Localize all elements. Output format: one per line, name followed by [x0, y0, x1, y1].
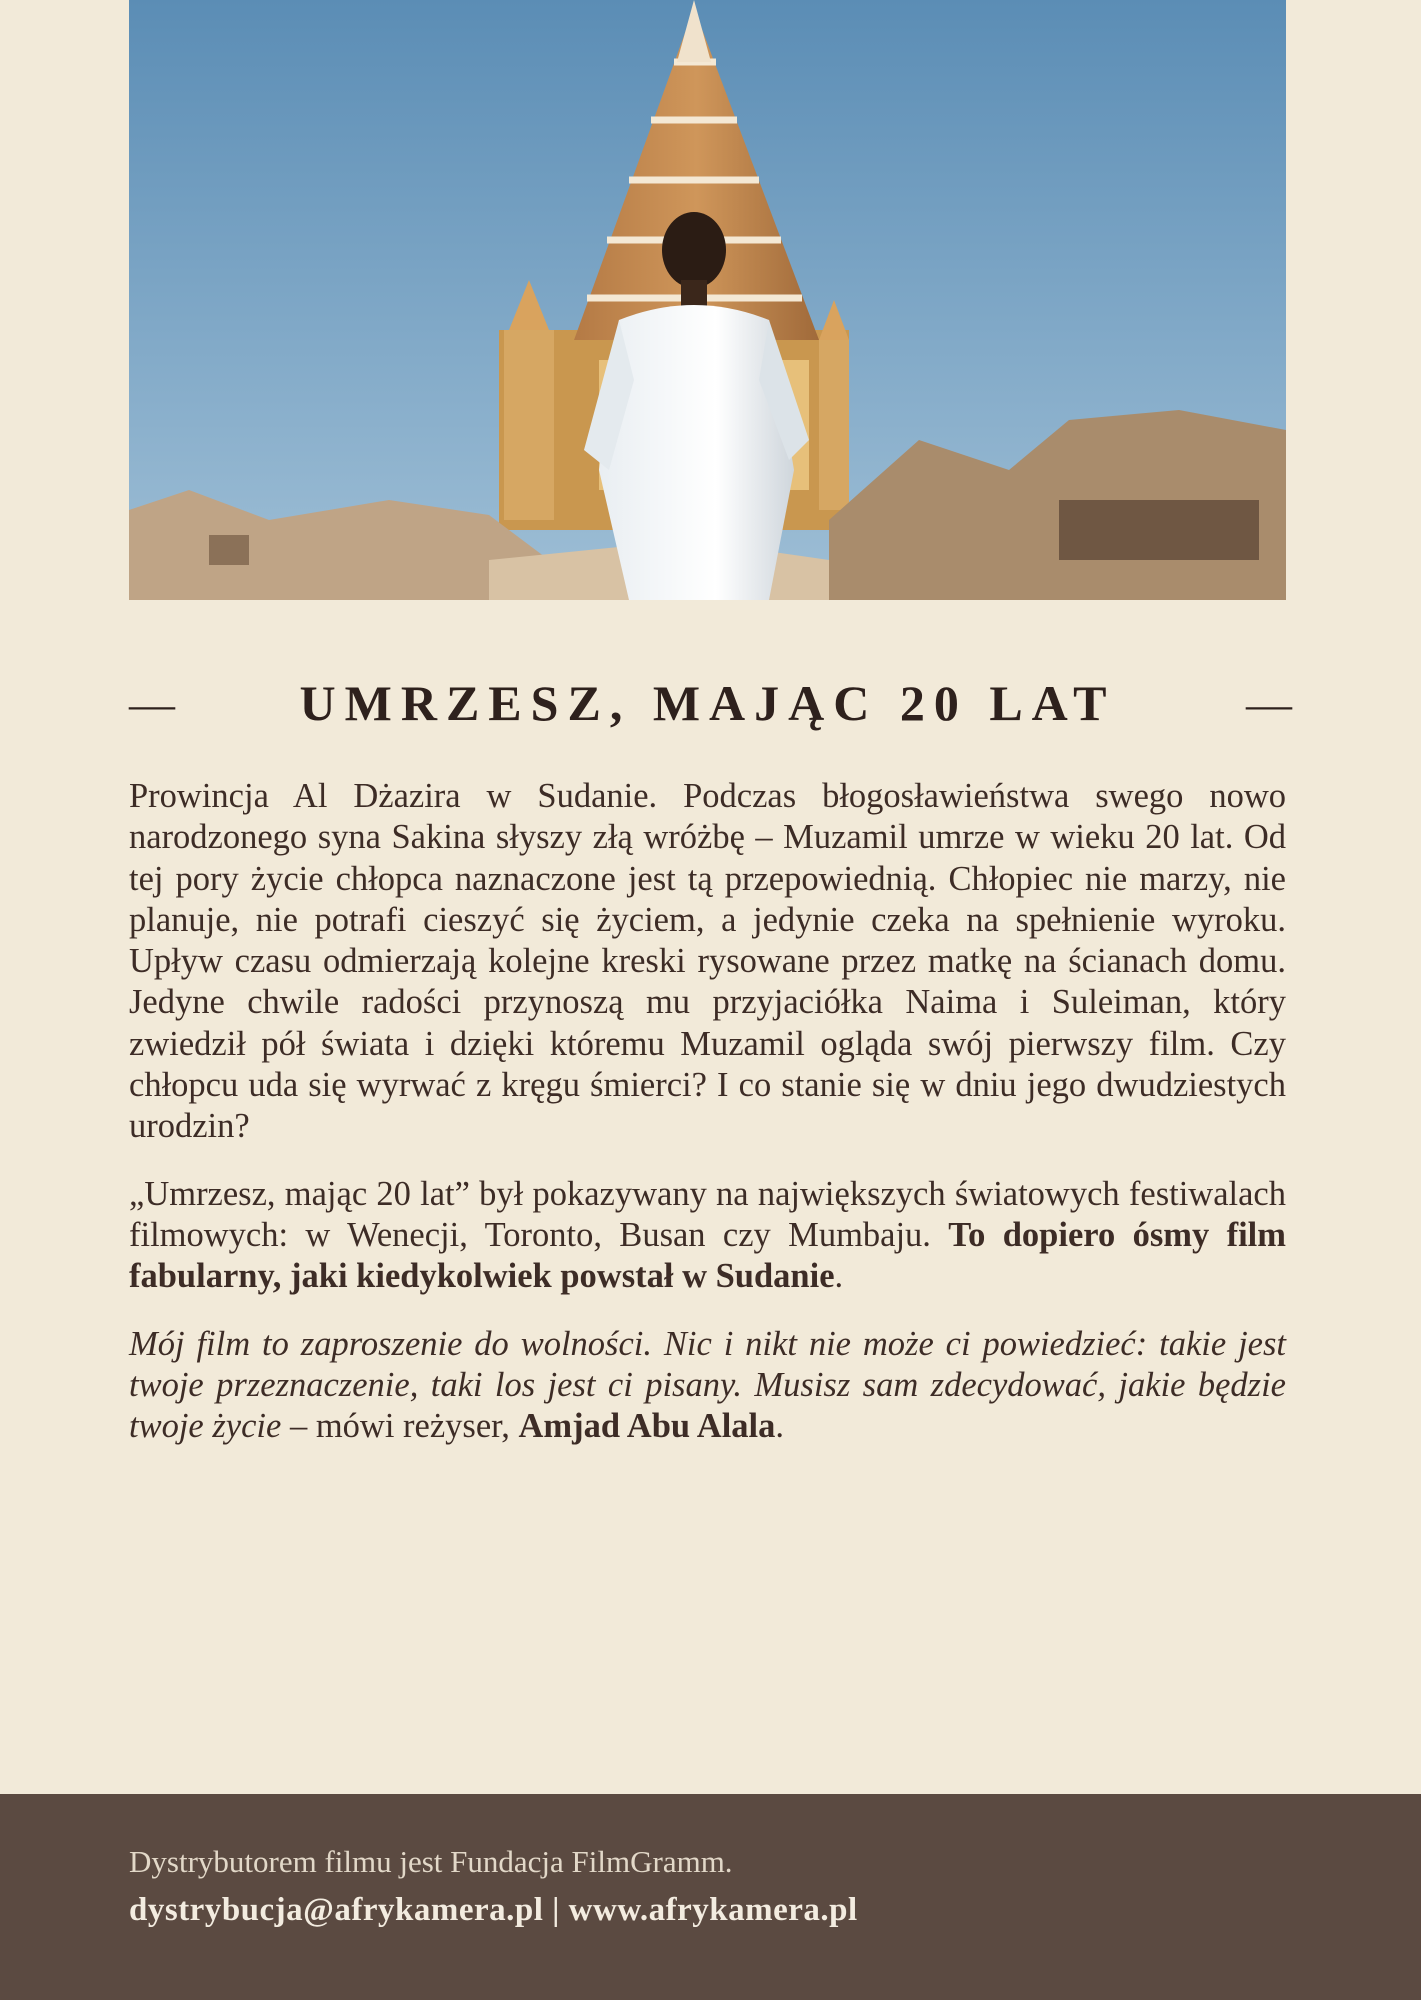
quote-attribution: – mówi reżyser, — [281, 1407, 519, 1446]
contact-links: dystrybucja@afrykamera.pl | www.afrykamera.pl — [129, 1892, 858, 1928]
director-name: Amjad Abu Alala — [518, 1407, 776, 1446]
festivals-end: . — [834, 1257, 844, 1296]
film-title: UMRZESZ, MAJĄC 20 LAT — [299, 675, 1116, 731]
description — [129, 776, 1286, 1473]
festivals-bold-text: To dopiero ósmy film fabularny, jaki kiedykolwiek powstał w Sudanie — [129, 1215, 1286, 1296]
film-still-photo — [129, 0, 1286, 600]
director-quote-paragraph — [129, 1324, 1286, 1448]
footer — [0, 1794, 1421, 2000]
festivals-text: „Umrzesz, mając 20 lat” był pokazywany na największych światowych festiwalach filmowych: w Wenecji, Toronto, Busan czy Mumbaju. — [129, 1174, 1286, 1254]
quote-end: . — [775, 1407, 785, 1446]
title-dash-right: — — [1245, 677, 1292, 729]
title-dash-left: — — [129, 677, 175, 729]
title-row — [129, 668, 1292, 738]
festivals-paragraph — [129, 1174, 1286, 1298]
synopsis-paragraph: Prowincja Al Dżazira w Sudanie. Podczas błogosławieństwa swego nowo narodzonego syna Sakina słyszy złą wróżbę – Muzamil umrze w wieku 20 lat. Od tej pory życie chłopca naznaczone jest tą przepowiednią. Chłopiec nie marzy, nie planuje, nie potrafi cieszyć się życiem, a jedynie czeka na spełnienie wyroku. Upływ czasu odmierzają kolejne kreski rysowane przez matkę na ścianach domu. Jedyne chwile radości przynoszą mu przyjaciółka Naima i Suleiman, który zwiedził pół świata i dzięki któremu Muzamil ogląda swój pierwszy film. Czy chłopcu uda się wyrwać z kręgu śmierci? I co stanie się w dniu jego dwudziestych urodzin? — [129, 777, 1286, 1146]
distributor-info: Dystrybutorem filmu jest Fundacja FilmGramm. — [129, 1844, 733, 1879]
director-quote: Mój film to zaproszenie do wolności. Nic i nikt nie może ci powiedzieć: takie jest twoje przeznaczenie, taki los jest ci pisany. Musisz sam zdecydować, jakie będzie twoje życie — [129, 1324, 1286, 1446]
